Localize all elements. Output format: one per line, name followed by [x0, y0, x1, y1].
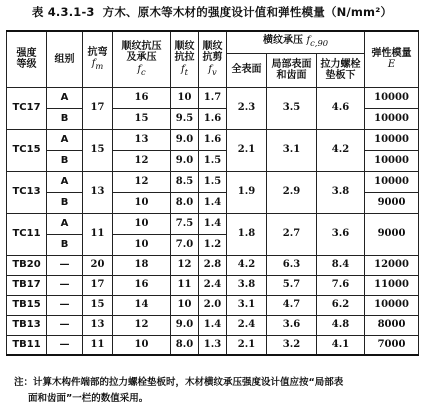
cell-grade: TC17: [7, 87, 47, 129]
cell-ft: 11: [171, 275, 199, 295]
cell-fv: 1.4: [199, 213, 227, 234]
cell-fv: 1.2: [199, 234, 227, 255]
cell-group: B: [47, 234, 83, 255]
note-line-2: 面和齿面”一栏的数值采用。: [28, 393, 149, 404]
cell-fm: 11: [83, 335, 113, 355]
cell-fc: 18: [113, 255, 171, 275]
cell-fc: 12: [113, 315, 171, 335]
cell-modulus: 8000: [365, 315, 419, 335]
strength-table: [6, 30, 419, 356]
header-bending: 抗弯 $f_m$: [83, 31, 113, 87]
cell-local: 2.7: [267, 213, 317, 255]
cell-full: 2.1: [227, 129, 267, 171]
cell-full: 3.1: [227, 295, 267, 315]
header-full-surface: 全表面: [227, 53, 267, 87]
cell-bolt: 4.2: [317, 129, 365, 171]
cell-fv: 2.4: [199, 275, 227, 295]
cell-full: 3.8: [227, 275, 267, 295]
cell-fv: 1.6: [199, 108, 227, 129]
cell-grade: TB17: [7, 275, 47, 295]
cell-modulus: 10000: [365, 108, 419, 129]
cell-full: 2.3: [227, 87, 267, 129]
cell-fv: 1.5: [199, 150, 227, 171]
cell-group: B: [47, 150, 83, 171]
cell-bolt: 3.8: [317, 171, 365, 213]
cell-full: 2.4: [227, 315, 267, 335]
cell-local: 3.5: [267, 87, 317, 129]
cell-ft: 9.5: [171, 108, 199, 129]
cell-ft: 8.0: [171, 192, 199, 213]
cell-fc: 16: [113, 275, 171, 295]
cell-ft: 8.0: [171, 335, 199, 355]
cell-fm: 13: [83, 315, 113, 335]
cell-fv: 1.4: [199, 315, 227, 335]
cell-fv: 2.8: [199, 255, 227, 275]
cell-fm: 13: [83, 171, 113, 213]
cell-modulus: 9000: [365, 192, 419, 213]
cell-fc: 10: [113, 234, 171, 255]
header-local-surface: 局部表面 和齿面: [267, 53, 317, 87]
header-bolt-plate: 拉力螺栓 垫板下: [317, 53, 365, 87]
cell-group: —: [47, 295, 83, 315]
cell-fm: 20: [83, 255, 113, 275]
cell-bolt: 7.6: [317, 275, 365, 295]
cell-fc: 12: [113, 171, 171, 192]
cell-ft: 7.0: [171, 234, 199, 255]
table-note: [14, 375, 412, 407]
cell-local: 2.9: [267, 171, 317, 213]
cell-modulus: 10000: [365, 171, 419, 192]
cell-ft: 9.0: [171, 150, 199, 171]
cell-bolt: 4.6: [317, 87, 365, 129]
cell-group: A: [47, 171, 83, 192]
cell-fv: 1.5: [199, 171, 227, 192]
cell-fm: 15: [83, 295, 113, 315]
cell-modulus: 10000: [365, 150, 419, 171]
table-number: 表 4.3.1-3: [31, 5, 95, 19]
cell-full: 2.1: [227, 335, 267, 355]
cell-ft: 9.0: [171, 129, 199, 150]
cell-fc: 16: [113, 87, 171, 108]
cell-grade: TC11: [7, 213, 47, 255]
cell-fm: 11: [83, 213, 113, 255]
header-tension: 顺纹 抗拉 $f_t$: [171, 31, 199, 87]
cell-local: 4.7: [267, 295, 317, 315]
cell-grade: TC15: [7, 129, 47, 171]
cell-fv: 1.7: [199, 87, 227, 108]
cell-modulus: 12000: [365, 255, 419, 275]
cell-local: 3.1: [267, 129, 317, 171]
cell-grade: TB20: [7, 255, 47, 275]
cell-bolt: 3.6: [317, 213, 365, 255]
cell-bolt: 8.4: [317, 255, 365, 275]
header-transverse: 横纹承压 $f_{c,90}$: [227, 31, 365, 53]
cell-fc: 15: [113, 108, 171, 129]
cell-group: B: [47, 108, 83, 129]
cell-fc: 10: [113, 335, 171, 355]
cell-ft: 8.5: [171, 171, 199, 192]
cell-fc: 13: [113, 129, 171, 150]
cell-grade: TB15: [7, 295, 47, 315]
cell-local: 6.3: [267, 255, 317, 275]
header-grade: 强度 等级: [7, 31, 47, 87]
cell-fv: 1.3: [199, 335, 227, 355]
cell-ft: 10: [171, 295, 199, 315]
cell-fc: 14: [113, 295, 171, 315]
cell-fc: 10: [113, 213, 171, 234]
cell-local: 5.7: [267, 275, 317, 295]
cell-bolt: 4.1: [317, 335, 365, 355]
cell-group: —: [47, 275, 83, 295]
cell-fm: 17: [83, 87, 113, 129]
cell-modulus: 10000: [365, 87, 419, 108]
cell-group: A: [47, 129, 83, 150]
cell-modulus: 10000: [365, 295, 419, 315]
cell-ft: 9.0: [171, 315, 199, 335]
cell-bolt: 6.2: [317, 295, 365, 315]
header-modulus: 弹性模量 E: [365, 31, 419, 87]
cell-ft: 10: [171, 87, 199, 108]
header-compression: 顺纹抗压 及承压 $f_c$: [113, 31, 171, 87]
cell-group: A: [47, 213, 83, 234]
cell-fv: 1.6: [199, 129, 227, 150]
cell-modulus: 10000: [365, 129, 419, 150]
cell-modulus: 7000: [365, 335, 419, 355]
cell-fc: 12: [113, 150, 171, 171]
cell-group: —: [47, 315, 83, 335]
cell-group: —: [47, 255, 83, 275]
cell-full: 4.2: [227, 255, 267, 275]
cell-grade: TB13: [7, 315, 47, 335]
cell-group: B: [47, 192, 83, 213]
cell-modulus: 11000: [365, 275, 419, 295]
cell-fv: 2.0: [199, 295, 227, 315]
header-shear: 顺纹 抗剪 $f_v$: [199, 31, 227, 87]
cell-modulus: 9000: [365, 213, 419, 255]
table-caption: 方木、原木等木材的强度设计值和弹性模量（N/mm²）: [102, 5, 393, 19]
cell-full: 1.8: [227, 213, 267, 255]
cell-group: A: [47, 87, 83, 108]
cell-bolt: 4.8: [317, 315, 365, 335]
cell-fv: 1.4: [199, 192, 227, 213]
cell-grade: TC13: [7, 171, 47, 213]
cell-local: 3.6: [267, 315, 317, 335]
cell-ft: 7.5: [171, 213, 199, 234]
header-group: 组别: [47, 31, 83, 87]
cell-fc: 10: [113, 192, 171, 213]
cell-full: 1.9: [227, 171, 267, 213]
cell-local: 3.2: [267, 335, 317, 355]
table-title: [0, 4, 424, 20]
cell-group: —: [47, 335, 83, 355]
cell-grade: TB11: [7, 335, 47, 355]
cell-ft: 12: [171, 255, 199, 275]
cell-fm: 17: [83, 275, 113, 295]
cell-fm: 15: [83, 129, 113, 171]
note-line-1: 注：计算木构件端部的拉力螺栓垫板时，木材横纹承压强度设计值应按“局部表: [14, 377, 344, 388]
